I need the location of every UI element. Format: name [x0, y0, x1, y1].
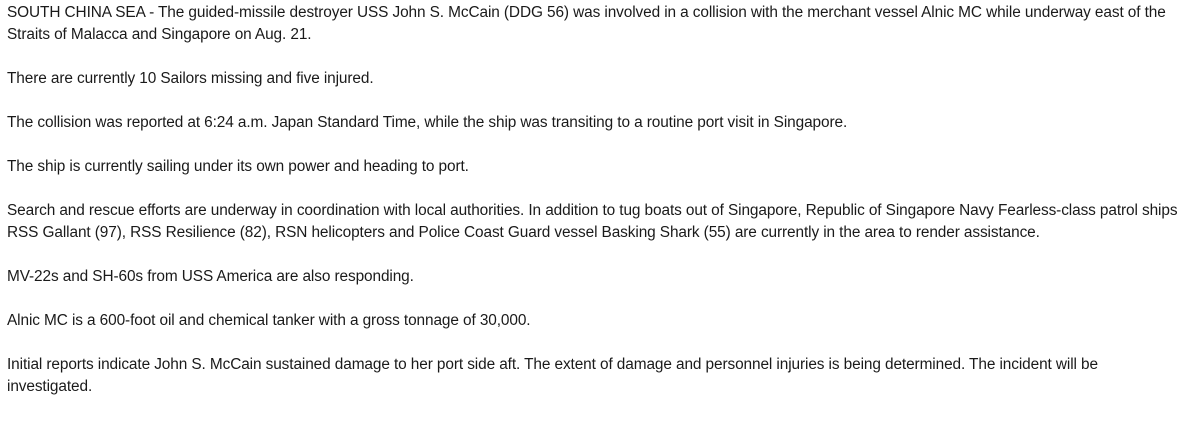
paragraph-ship-status: The ship is currently sailing under its own power and heading to port.	[7, 158, 469, 175]
paragraph-search-and-rescue: Search and rescue efforts are underway in coordination with local authorities. In addition to tug boats out of Singapore, Republic of Singapore Navy Fearless-class patrol ships RSS Gallant (97), RSS Resilience (82), RSN helicopters and Police Coast Guard vessel Basking Shark (55) are currently in the area to render assistance.	[7, 202, 1178, 241]
paragraph-casualties: There are currently 10 Sailors missing and five injured.	[7, 70, 374, 87]
paragraph-damage-assessment: Initial reports indicate John S. McCain sustained damage to her port side aft. The extent of damage and personnel injuries is being determined. The incident will be investigated.	[7, 356, 1098, 395]
paragraph-tanker-details: Alnic MC is a 600-foot oil and chemical tanker with a gross tonnage of 30,000.	[7, 312, 531, 329]
paragraph-report-time: The collision was reported at 6:24 a.m. Japan Standard Time, while the ship was transiting to a routine port visit in Singapore.	[7, 114, 848, 131]
paragraph-air-response: MV-22s and SH-60s from USS America are also responding.	[7, 268, 414, 285]
paragraph-collision-summary: SOUTH CHINA SEA - The guided-missile destroyer USS John S. McCain (DDG 56) was involved in a collision with the merchant vessel Alnic MC while underway east of the Straits of Malacca and Singapore on Aug. 21.	[7, 4, 1166, 43]
